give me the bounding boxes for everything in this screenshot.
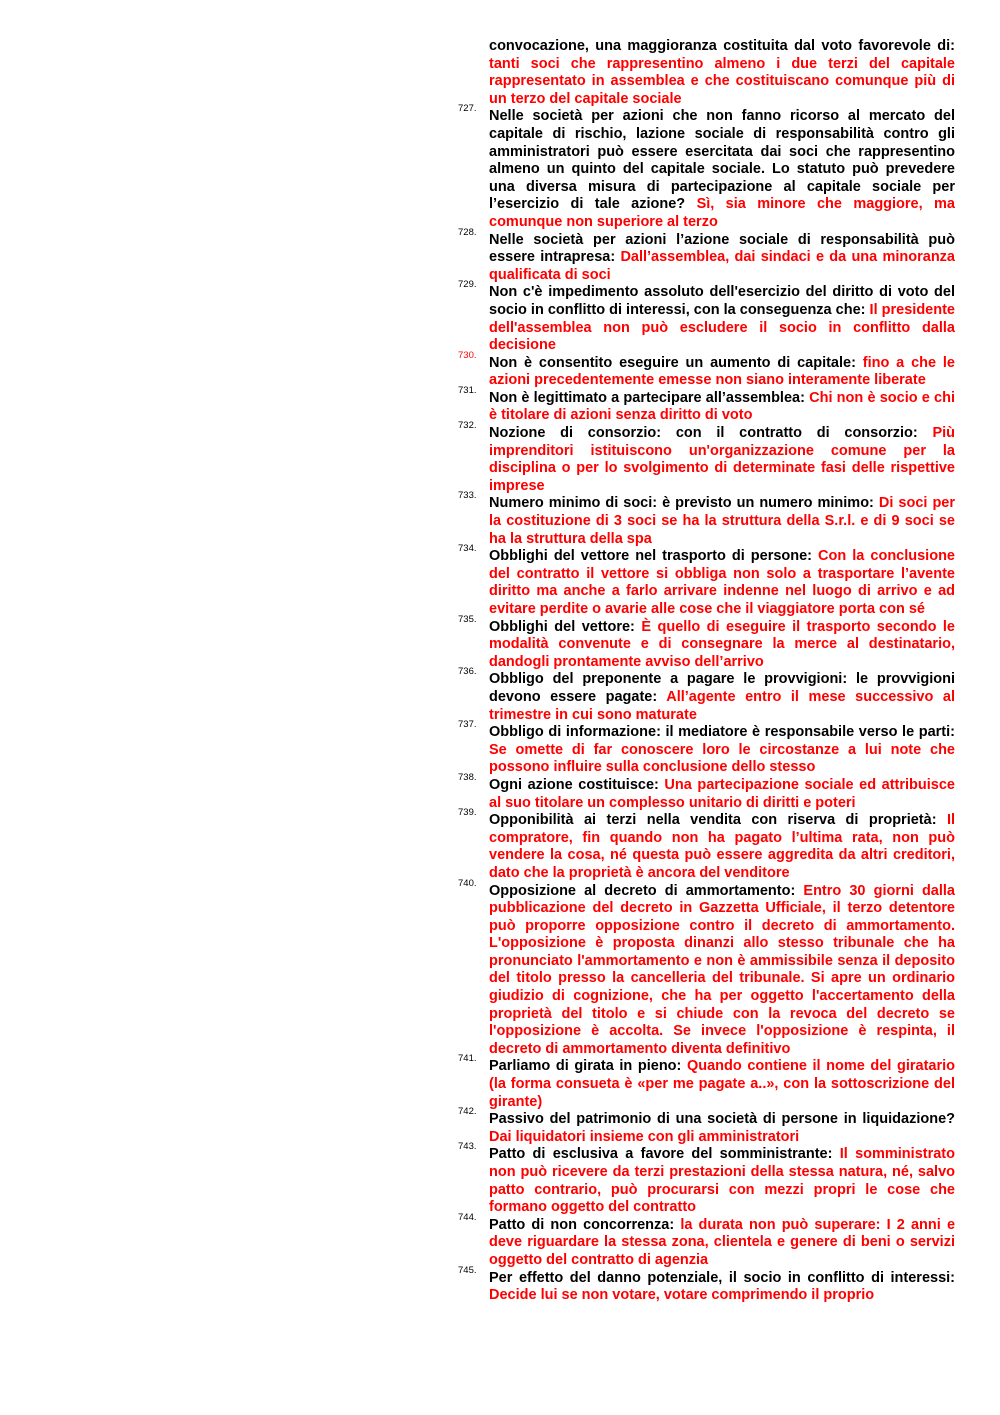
qa-entry bbox=[452, 807, 955, 882]
question-text: Numero minimo di soci: è previsto un numero minimo: bbox=[489, 495, 879, 512]
question-text: Opposizione al decreto di ammortamento: bbox=[489, 882, 804, 899]
answer-text: Il somministrato non può ricevere da terzi prestazioni della stessa natura, né, salvo patto contrario, può procurarsi con mezzi propri le cose che formano oggetto del contratto bbox=[489, 1146, 955, 1216]
entry-number: 742. bbox=[458, 1106, 477, 1118]
answer-text: Una partecipazione sociale ed attribuisce al suo titolare un complesso unitario di diritti e poteri bbox=[489, 776, 955, 811]
question-text: Opponibilità ai terzi nella vendita con riserva di proprietà: bbox=[489, 812, 947, 829]
answer-text: Dai liquidatori insieme con gli amministratori bbox=[489, 1128, 800, 1145]
entry-number: 743. bbox=[458, 1141, 477, 1153]
entry-text bbox=[489, 548, 955, 618]
answer-text: Quando contiene il nome del giratario (la forma consueta è «per me pagate a..», con la sottoscrizione del girante) bbox=[489, 1058, 955, 1110]
entry-text bbox=[489, 777, 955, 812]
entry-text bbox=[489, 38, 955, 108]
question-text: Nozione di consorzio: con il contratto di consorzio: bbox=[489, 425, 933, 442]
entry-text bbox=[489, 1111, 955, 1146]
qa-entry bbox=[452, 543, 955, 618]
entry-text bbox=[489, 619, 955, 672]
question-text: Patto di esclusiva a favore del somministrante: bbox=[489, 1146, 840, 1163]
answer-text: Il compratore, fin quando non ha pagato l’ultima rata, non può vendere la cosa, né questa può essere aggredita da altri creditori, dato che la proprietà è ancora del venditore bbox=[489, 812, 955, 881]
question-text: Nelle società per azioni l’azione sociale di responsabilità può essere intrapresa: bbox=[489, 231, 955, 266]
entry-text bbox=[489, 883, 955, 1059]
qa-entry bbox=[452, 1211, 956, 1270]
qa-entry bbox=[452, 613, 955, 672]
question-text: Patto di non concorrenza: bbox=[489, 1216, 681, 1233]
answer-text: Il presidente dell'assemblea non può escludere il socio in conflitto dalla decisione bbox=[489, 301, 955, 354]
question-text: Obbligo del preponente a pagare le provvigioni: le provvigioni devono essere pagate: bbox=[489, 671, 955, 705]
entry-number: 731. bbox=[458, 384, 477, 396]
qa-entry bbox=[452, 719, 955, 777]
qa-entry bbox=[452, 38, 955, 108]
entry-text bbox=[489, 108, 955, 231]
entry-text bbox=[489, 1217, 955, 1270]
qa-entry bbox=[452, 771, 955, 812]
entry-number: 732. bbox=[458, 420, 477, 432]
question-text: Obbligo di informazione: il mediatore è responsabile verso le parti: bbox=[489, 724, 955, 741]
entry-number: 741. bbox=[458, 1053, 477, 1065]
question-text: Ogni azione costituisce: bbox=[489, 776, 665, 793]
entry-number: 744. bbox=[458, 1211, 477, 1223]
question-text: Per effetto del danno potenziale, il socio in conflitto di interessi: bbox=[489, 1269, 955, 1286]
qa-entry bbox=[452, 1053, 955, 1111]
answer-text: All’agente entro il mese successivo al trimestre in cui sono maturate bbox=[489, 688, 955, 723]
answer-text: Decide lui se non votare, votare comprimendo il proprio bbox=[489, 1287, 875, 1304]
qa-entry bbox=[452, 226, 955, 285]
question-text: Non è legittimato a partecipare all’assemblea: bbox=[489, 389, 810, 406]
entry-number: 739. bbox=[458, 807, 477, 819]
answer-text: Entro 30 giorni dalla pubblicazione del decreto in Gazzetta Ufficiale, il terzo detentore può proporre opposizione contro il decreto di ammortamento. L'opposizione è proposta dinanzi allo stesso tribunale che ha pronunciato l'ammortamento e non è ammissibile senza il deposito del titolo presso la cancelleria del tribunale. Si apre un ordinario giudizio di cognizione, che ha per oggetto l'accertamento della proprietà del titolo e si chiude con la revoca del decreto se l'opposizione è accolta. Se invece l'opposizione è respinta, il decreto di ammortamento diventa definitivo bbox=[489, 882, 955, 1057]
question-text: Obblighi del vettore nel trasporto di persone: bbox=[489, 548, 819, 565]
qa-entry bbox=[452, 420, 955, 495]
entry-text bbox=[489, 495, 955, 548]
qa-entry bbox=[452, 1141, 955, 1216]
answer-text: Dall’assemblea, dai sindaci e da una minoranza qualificata di soci bbox=[489, 249, 955, 283]
qa-entry bbox=[452, 666, 955, 724]
question-text: Nelle società per azioni che non fanno ricorso al mercato del capitale di rischio, lazione sociale di responsabilità contro gli amministratori può essere esercitata dai soci che rappresentino almeno un quinto del capitale sociale. Lo statuto può prevedere una diversa misura di partecipazione al capitale sociale per l’esercizio di tale azione? bbox=[489, 108, 955, 213]
entry-text bbox=[489, 284, 955, 354]
entry-number: 733. bbox=[458, 490, 477, 502]
entry-number: 736. bbox=[458, 666, 477, 678]
answer-text: Chi non è socio e chi è titolare di azioni senza diritto di voto bbox=[489, 389, 955, 424]
question-text: Non è consentito eseguire un aumento di capitale: bbox=[489, 354, 863, 371]
answer-text: È quello di eseguire il trasporto secondo le modalità convenute e di consegnare la merce al destinatario, dandogli prontamente avviso dell’arrivo bbox=[489, 618, 955, 670]
answer-text: Con la conclusione del contratto il vettore si obbliga non solo a trasportare l’avente diritto ma anche a farlo arrivare indenne nel luogo di arrivo e ad evitare perdite o avarie alle cose che il viaggiatore porta con sé bbox=[489, 548, 955, 617]
entry-number: 727. bbox=[458, 103, 477, 115]
qa-entry bbox=[452, 279, 955, 354]
entry-text bbox=[489, 425, 955, 495]
answer-text: Più imprenditori istituiscono un'organizzazione comune per la disciplina o per lo svolgimento di determinate fasi delle rispettive imprese bbox=[489, 425, 955, 494]
answer-text: tanti soci che rappresentino almeno i due terzi del capitale rappresentato in assemblea e che costituiscano comunque più di un terzo del capitale sociale bbox=[489, 55, 955, 107]
question-text: Parliamo di girata in pieno: bbox=[489, 1058, 687, 1075]
entry-number: 730. bbox=[458, 349, 477, 361]
qa-entry bbox=[452, 1106, 955, 1146]
entry-text bbox=[489, 1270, 955, 1305]
answer-text: Sì, sia minore che maggiore, ma comunque non superiore al terzo bbox=[489, 196, 956, 230]
answer-text: Di soci per la costituzione di 3 soci se ha la struttura della S.r.l. e di 9 soci se ha la struttura della spa bbox=[489, 495, 956, 547]
entry-text bbox=[489, 355, 955, 390]
answer-text: la durata non può superare: I 2 anni e deve riguardare la stessa zona, clientela e genere di beni o servizi oggetto del contratto di agenzia bbox=[489, 1216, 956, 1268]
entry-text bbox=[489, 1146, 955, 1216]
qa-entry bbox=[452, 349, 955, 390]
qa-column bbox=[452, 38, 955, 1305]
entry-number: 737. bbox=[458, 719, 477, 731]
qa-entry bbox=[452, 384, 955, 425]
question-text: Obblighi del vettore: bbox=[489, 618, 642, 635]
qa-entry bbox=[452, 103, 956, 231]
entry-number: 734. bbox=[458, 543, 477, 555]
answer-text: fino a che le azioni precedentemente emesse non siano interamente liberate bbox=[489, 354, 955, 389]
answer-text: Se omette di far conoscere loro le circostanze a lui note che possono influire sulla conclusione dello stesso bbox=[489, 741, 955, 776]
entry-number: 728. bbox=[458, 226, 477, 238]
entry-text bbox=[489, 812, 955, 882]
entry-text bbox=[489, 1058, 955, 1111]
question-text: convocazione, una maggioranza costituita dal voto favorevole di: bbox=[489, 38, 955, 54]
qa-entry bbox=[452, 877, 955, 1059]
entry-text bbox=[489, 671, 955, 724]
entry-text bbox=[489, 724, 955, 777]
entry-number: 740. bbox=[458, 877, 477, 889]
entry-number: 729. bbox=[458, 279, 477, 291]
question-text: Passivo del patrimonio di una società di persone in liquidazione? bbox=[489, 1111, 955, 1128]
entry-number: 735. bbox=[458, 613, 477, 625]
entry-text bbox=[489, 390, 955, 425]
entry-text bbox=[489, 232, 955, 285]
qa-entry bbox=[452, 490, 956, 548]
entry-number: 745. bbox=[458, 1264, 477, 1276]
question-text: Non c'è impedimento assoluto dell'esercizio del diritto di voto del socio in conflitto di interessi, con la conseguenza che: bbox=[489, 284, 955, 318]
qa-entry bbox=[452, 1264, 955, 1305]
entry-number: 738. bbox=[458, 771, 477, 783]
